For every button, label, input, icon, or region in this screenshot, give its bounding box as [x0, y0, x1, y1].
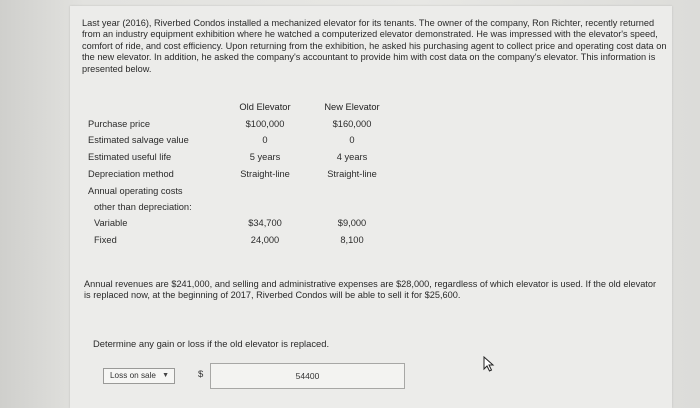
table-row: [88, 235, 418, 251]
old-value: Straight-line: [240, 169, 290, 179]
old-value: 0: [262, 135, 268, 145]
table-row: [88, 152, 418, 168]
header-new-elevator: New Elevator: [324, 102, 380, 112]
new-value: 8,100: [340, 235, 364, 245]
old-value: $100,000: [245, 119, 285, 129]
new-value: $9,000: [337, 218, 367, 228]
chevron-down-icon: ▼: [162, 372, 169, 379]
revenue-paragraph: Annual revenues are $241,000, and selling and administrative expenses are $28,000, regardless of which elevator is used. If the old elevator is replaced now, at the beginning of 2017, Riverbed Condos will be able to sell it for $25,600.: [84, 279, 657, 301]
table-row: [88, 186, 418, 202]
gain-loss-select[interactable]: [103, 368, 175, 384]
table-row: [88, 169, 418, 185]
old-value: 24,000: [250, 235, 280, 245]
old-value: 5 years: [249, 152, 281, 162]
table-row: [88, 218, 418, 234]
table-row: [88, 119, 418, 135]
question-prompt: Determine any gain or loss if the old elevator is replaced.: [93, 338, 330, 349]
new-value: 4 years: [336, 152, 368, 162]
row-label: Annual operating costs: [88, 186, 183, 196]
header-old-elevator: Old Elevator: [239, 102, 291, 112]
amount-input[interactable]: [210, 363, 405, 389]
old-value: $34,700: [248, 218, 282, 228]
intro-paragraph: Last year (2016), Riverbed Condos installed a mechanized elevator for its tenants. The owner of the company, Ron Richter, recently returned from an industry equipment exhibition where he watched a computerized elevator demonstrated. He was impressed with the elevator's speed, comfort of ride, and cost efficiency. Upon returning from the exhibition, he asked his purchasing agent to collect price and operating cost data on the new elevator. In addition, he asked the company's accountant to provide him with cost data on the company's elevator. This information is presented below.: [82, 18, 667, 74]
currency-symbol: $: [198, 369, 204, 380]
row-label: Purchase price: [88, 119, 151, 129]
row-label: other than depreciation:: [94, 202, 192, 212]
row-label: Variable: [94, 218, 128, 228]
table-row: [88, 135, 418, 151]
table-header-row: [88, 102, 418, 118]
mouse-cursor-icon: [482, 356, 496, 372]
row-label: Estimated useful life: [88, 152, 172, 162]
table-row: [88, 202, 418, 218]
select-value: Loss on sale: [110, 371, 156, 380]
row-label: Depreciation method: [88, 169, 174, 179]
new-value: $160,000: [332, 119, 372, 129]
row-label: Fixed: [94, 235, 117, 245]
new-value: Straight-line: [327, 169, 377, 179]
question-card: [70, 6, 672, 408]
new-value: 0: [349, 135, 355, 145]
row-label: Estimated salvage value: [88, 135, 189, 145]
